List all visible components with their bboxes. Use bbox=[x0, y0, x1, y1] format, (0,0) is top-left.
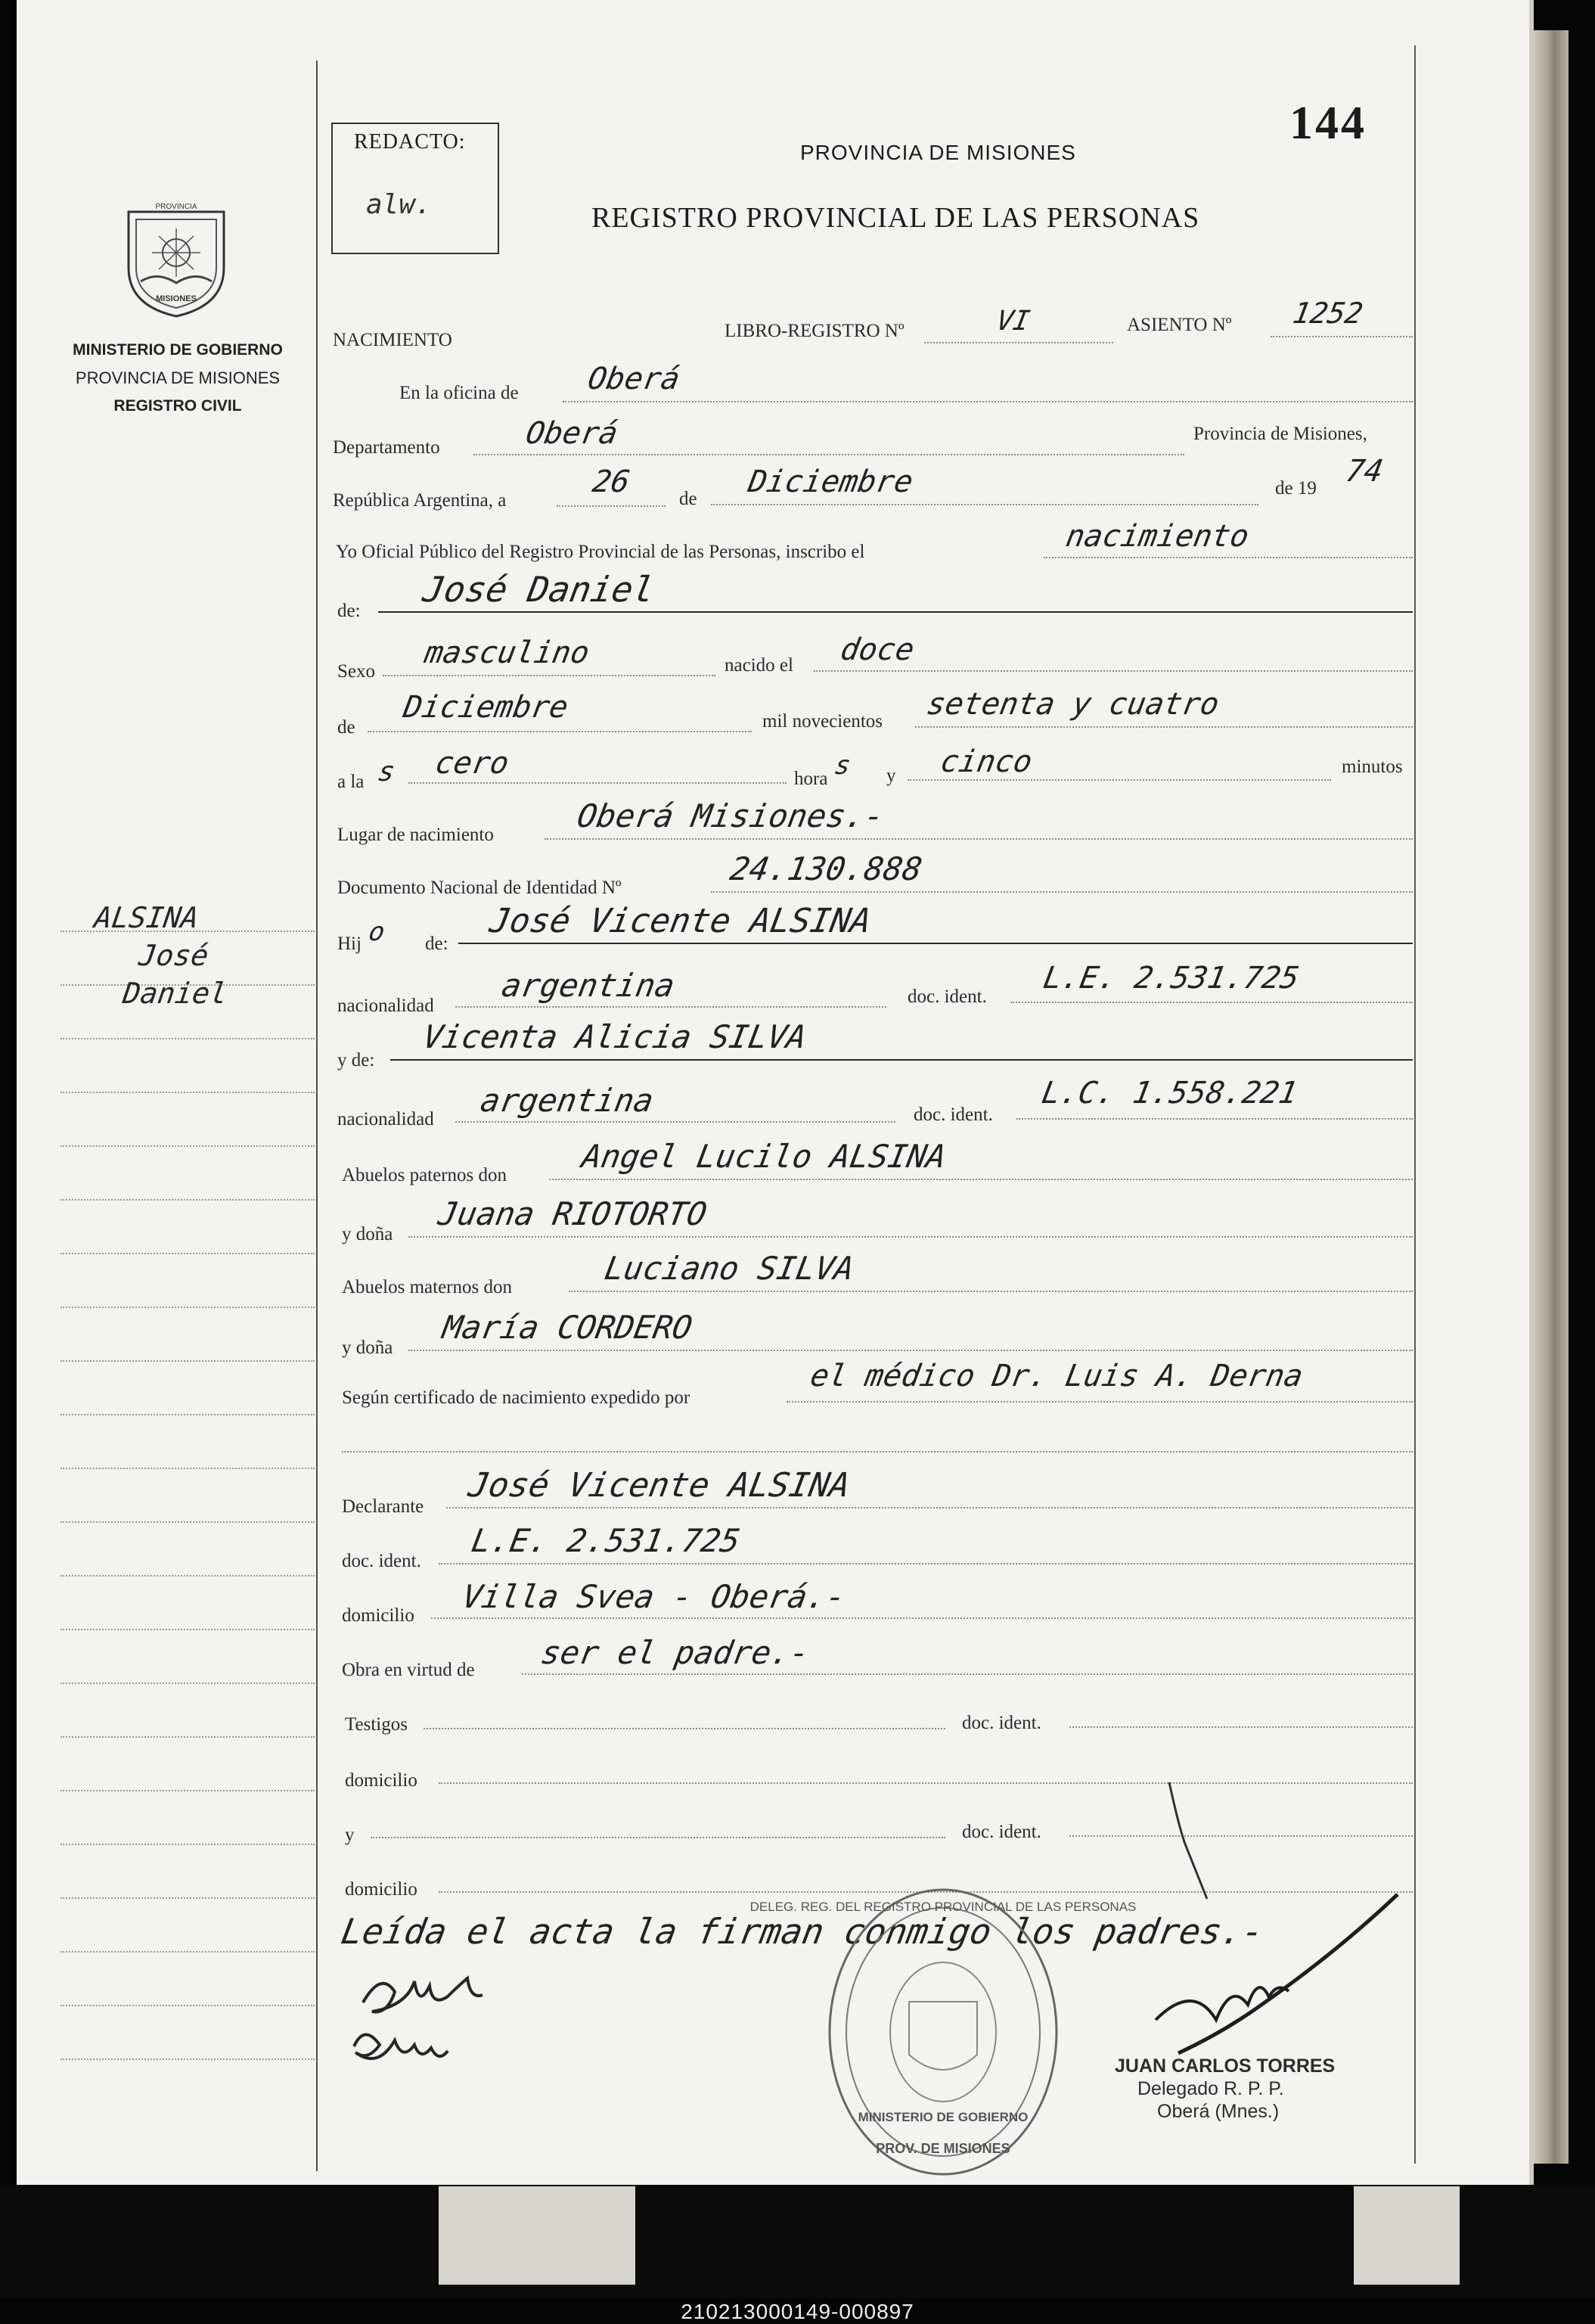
abuelos-paternos-label: Abuelos paternos don bbox=[342, 1165, 507, 1185]
abuela-materna-label: y doña bbox=[342, 1338, 393, 1358]
ministry-heading bbox=[45, 336, 310, 420]
nacido-label: nacido el bbox=[725, 655, 793, 676]
nacido-mes: Diciembre bbox=[400, 690, 571, 725]
abuela-paterna: Juana RIOTORTO bbox=[435, 1195, 710, 1232]
official-seal bbox=[749, 1881, 1137, 2183]
book-spine bbox=[1534, 30, 1569, 2164]
crest-top-text: PROVINCIA bbox=[155, 203, 197, 211]
madre-doc: L.C. 1.558.221 bbox=[1038, 1076, 1301, 1111]
dni-value: 24.130.888 bbox=[727, 850, 926, 887]
fecha-anio-label: de 19 bbox=[1275, 478, 1317, 499]
testigos-doc-label: doc. ident. bbox=[962, 1713, 1041, 1733]
abuelos-maternos-label: Abuelos maternos don bbox=[342, 1277, 512, 1297]
margin-given-name-1: José bbox=[136, 939, 211, 972]
background-paper-edge bbox=[439, 2186, 635, 2285]
seal-outer-text: DELEG. REG. DEL REGISTRO PROVINCIAL DE LAS PERSONAS bbox=[749, 1900, 1137, 1914]
delegate-name: JUAN CARLOS TORRES bbox=[1115, 2055, 1336, 2077]
asiento-label: ASIENTO Nº bbox=[1127, 315, 1232, 335]
registry-title: REGISTRO PROVINCIAL DE LAS PERSONAS bbox=[591, 202, 1200, 234]
a-las-label: a la bbox=[337, 772, 365, 792]
fecha-dia: 26 bbox=[589, 464, 633, 499]
declarante-doc: L.E. 2.531.725 bbox=[468, 1522, 743, 1559]
declarante-label: Declarante bbox=[342, 1496, 424, 1517]
ministry-line-2: PROVINCIA DE MISIONES bbox=[75, 368, 281, 387]
province-heading: PROVINCIA DE MISIONES bbox=[800, 141, 1076, 164]
testigo2-label: y bbox=[345, 1825, 355, 1845]
mil-novecientos-label: mil novecientos bbox=[762, 711, 883, 732]
delegate-role: Delegado R. P. P. bbox=[1137, 2078, 1284, 2099]
dni-label: Documento Nacional de Identidad Nº bbox=[337, 878, 622, 898]
margin-rule bbox=[316, 61, 318, 2171]
madre-nombre: Vicenta Alicia SILVA bbox=[420, 1018, 810, 1055]
nacido-de-label: de bbox=[337, 717, 355, 738]
delegate-block bbox=[1115, 2055, 1335, 2123]
lugar-value: Oberá Misiones.- bbox=[574, 797, 887, 834]
hijo-suffix: o bbox=[366, 917, 388, 947]
background-paper-edge bbox=[1354, 2186, 1460, 2285]
abuela-paterna-label: y doña bbox=[342, 1224, 393, 1244]
parents-signatures bbox=[342, 1956, 538, 2084]
scan-filename: 210213000149-000897 bbox=[681, 2300, 914, 2323]
seal-bottom-text: PROV. DE MISIONES bbox=[876, 2141, 1010, 2156]
departamento-label: Departamento bbox=[333, 437, 440, 458]
declarante-domicilio-label: domicilio bbox=[342, 1605, 414, 1626]
certificado-value: el médico Dr. Luis A. Derna bbox=[807, 1359, 1306, 1393]
right-rule bbox=[1414, 45, 1416, 2164]
padre-doc: L.E. 2.531.725 bbox=[1040, 961, 1302, 996]
oficina-label: En la oficina de bbox=[399, 383, 519, 403]
folio-number: 144 bbox=[1289, 98, 1367, 149]
margin-given-name-2: Daniel bbox=[120, 977, 230, 1010]
obra-label: Obra en virtud de bbox=[342, 1660, 475, 1680]
a-las-suffix: s bbox=[375, 757, 398, 788]
hora-y-label: y bbox=[886, 766, 896, 786]
provincial-crest-icon bbox=[119, 198, 233, 319]
fecha-mes: Diciembre bbox=[745, 464, 916, 499]
madre-doc-label: doc. ident. bbox=[914, 1105, 993, 1125]
ministry-line-1: MINISTERIO DE GOBIERNO bbox=[73, 341, 283, 359]
sexo-label: Sexo bbox=[337, 661, 375, 682]
fecha-anio: 74 bbox=[1342, 454, 1386, 489]
inscripto-nombre: José Daniel bbox=[420, 569, 658, 610]
testigo2-doc-label: doc. ident. bbox=[962, 1822, 1041, 1842]
scan-background bbox=[0, 2185, 1595, 2298]
redacto-label: REDACTO: bbox=[354, 130, 466, 154]
redacto-initials: alw. bbox=[366, 189, 432, 220]
testigos-label: Testigos bbox=[345, 1714, 408, 1735]
hora-value: cero bbox=[432, 746, 512, 781]
inscribo-label: Yo Oficial Público del Registro Provincial de las Personas, inscribo el bbox=[336, 542, 865, 562]
pen-stroke bbox=[1165, 1778, 1225, 1906]
declarante-domicilio: Villa Svea - Oberá.- bbox=[459, 1578, 849, 1615]
declarante-nombre: José Vicente ALSINA bbox=[465, 1466, 853, 1505]
margin-ruled-lines bbox=[61, 931, 315, 2112]
padre-nacionalidad: argentina bbox=[498, 967, 678, 1004]
hijo-de-label: de: bbox=[425, 934, 448, 954]
hora-suffix: s bbox=[832, 750, 854, 781]
ministry-line-3: REGISTRO CIVIL bbox=[113, 397, 242, 415]
padre-nombre: José Vicente ALSINA bbox=[486, 902, 874, 940]
nacimiento-label: NACIMIENTO bbox=[333, 330, 452, 350]
inscribo-value: nacimiento bbox=[1063, 519, 1252, 554]
obra-value: ser el padre.- bbox=[538, 1634, 813, 1671]
republica-label: República Argentina, a bbox=[333, 490, 507, 511]
padre-nacionalidad-label: nacionalidad bbox=[337, 996, 434, 1016]
minutos-value: cinco bbox=[937, 744, 1035, 779]
sexo-value: masculino bbox=[421, 635, 592, 670]
nombre-label: de: bbox=[337, 601, 361, 621]
margin-surname: ALSINA bbox=[92, 901, 201, 934]
abuelo-materno: Luciano SILVA bbox=[601, 1250, 858, 1287]
madre-nacionalidad: argentina bbox=[477, 1082, 656, 1119]
margin-annotation bbox=[81, 899, 240, 1012]
nacido-anio: setenta y cuatro bbox=[923, 687, 1222, 722]
declarante-doc-label: doc. ident. bbox=[342, 1551, 421, 1571]
madre-label: y de: bbox=[337, 1050, 375, 1070]
fecha-de-label: de bbox=[679, 489, 697, 509]
lugar-label: Lugar de nacimiento bbox=[337, 825, 494, 845]
padre-doc-label: doc. ident. bbox=[908, 986, 987, 1007]
closing-statement: Leída el acta la firman conmigo los padres.- bbox=[338, 1911, 1268, 1952]
nacido-dia: doce bbox=[837, 632, 917, 667]
abuelo-paterno: Angel Lucilo ALSINA bbox=[579, 1138, 949, 1175]
seal-inner-text: MINISTERIO DE GOBIERNO bbox=[858, 2110, 1029, 2124]
madre-nacionalidad-label: nacionalidad bbox=[337, 1109, 434, 1129]
minutos-label: minutos bbox=[1342, 757, 1403, 777]
hijo-label: Hij bbox=[337, 934, 362, 954]
delegate-place: Oberá (Mnes.) bbox=[1157, 2101, 1280, 2122]
provincia-label: Provincia de Misiones, bbox=[1193, 424, 1367, 444]
oficina-value: Oberá bbox=[585, 362, 683, 396]
asiento-value: 1252 bbox=[1290, 297, 1366, 330]
departamento-value: Oberá bbox=[523, 416, 621, 451]
libro-value: VI bbox=[994, 306, 1032, 337]
libro-label: LIBRO-REGISTRO Nº bbox=[725, 321, 905, 341]
testigo1-domicilio-label: domicilio bbox=[345, 1770, 417, 1791]
certificado-label: Según certificado de nacimiento expedido por bbox=[342, 1387, 690, 1408]
abuela-materna: María CORDERO bbox=[439, 1309, 696, 1346]
hora-label: hora bbox=[794, 769, 828, 789]
testigo2-domicilio-label: domicilio bbox=[345, 1879, 417, 1900]
crest-bottom-text: MISIONES bbox=[156, 294, 197, 303]
